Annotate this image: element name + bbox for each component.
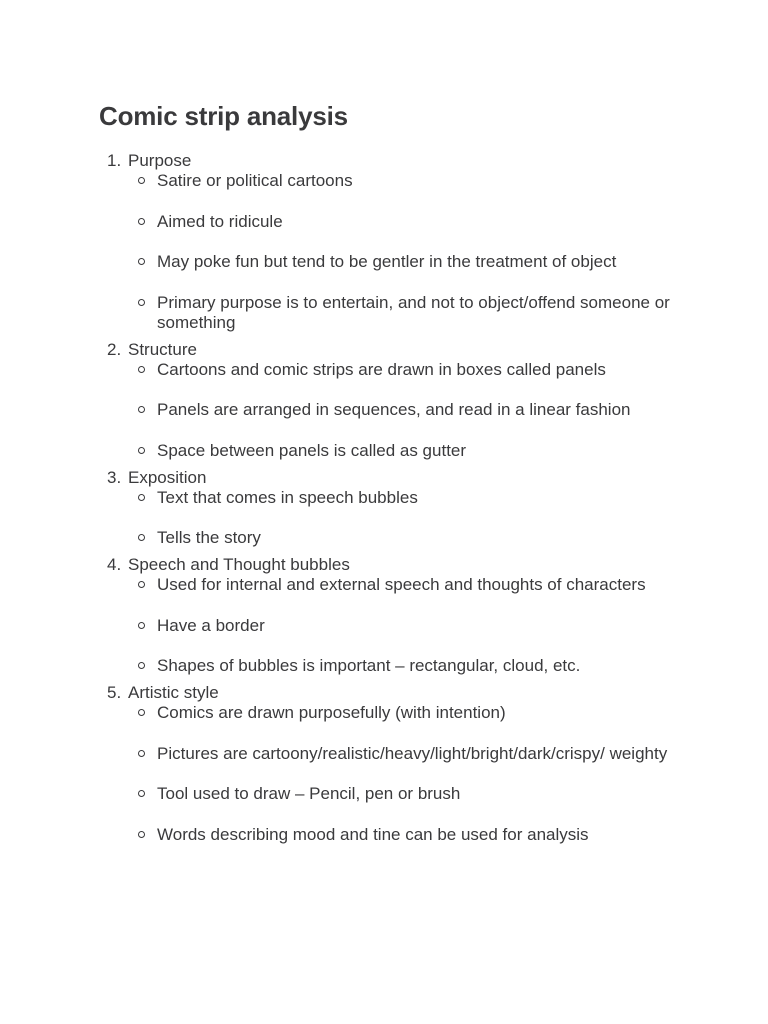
- list-item: Space between panels is called as gutter: [107, 441, 682, 461]
- page-title: Comic strip analysis: [99, 101, 348, 131]
- list-item: Text that comes in speech bubbles: [107, 488, 682, 508]
- hollow-bullet-icon: [138, 831, 145, 838]
- section-structure: [107, 340, 682, 461]
- hollow-bullet-icon: [138, 662, 145, 669]
- sub-list: [107, 171, 682, 333]
- list-item: Words describing mood and tine can be used for analysis: [107, 825, 682, 845]
- section-number: 2.: [107, 339, 122, 359]
- list-item: Panels are arranged in sequences, and read in a linear fashion: [107, 400, 682, 420]
- section-heading: Structure: [128, 339, 197, 359]
- list-item: May poke fun but tend to be gentler in the treatment of object: [107, 252, 682, 272]
- hollow-bullet-icon: [138, 494, 145, 501]
- hollow-bullet-icon: [138, 447, 145, 454]
- hollow-bullet-icon: [138, 534, 145, 541]
- section-heading: Artistic style: [128, 683, 219, 702]
- list-item: Pictures are cartoony/realistic/heavy/light/bright/dark/crispy/ weighty: [107, 744, 682, 764]
- outline-list: [107, 151, 682, 852]
- section-exposition: [107, 468, 682, 549]
- hollow-bullet-icon: [138, 177, 145, 184]
- hollow-bullet-icon: [138, 258, 145, 265]
- section-number: 1.: [107, 151, 122, 170]
- hollow-bullet-icon: [138, 581, 145, 588]
- list-item: Cartoons and comic strips are drawn in boxes called panels: [107, 360, 682, 380]
- hollow-bullet-icon: [138, 622, 145, 629]
- list-item: Comics are drawn purposefully (with intention): [107, 703, 682, 723]
- hollow-bullet-icon: [138, 218, 145, 225]
- section-speech-and-thought-bubbles: [107, 555, 682, 676]
- section-number: 4.: [107, 555, 122, 574]
- hollow-bullet-icon: [138, 750, 145, 757]
- list-item: Used for internal and external speech and thoughts of characters: [107, 575, 682, 595]
- section-number: 5.: [107, 683, 122, 702]
- list-item: Aimed to ridicule: [107, 212, 682, 232]
- sub-list: [107, 360, 682, 461]
- list-item: Tells the story: [107, 528, 682, 548]
- hollow-bullet-icon: [138, 299, 145, 306]
- list-item: Have a border: [107, 616, 682, 636]
- list-item: Shapes of bubbles is important – rectangular, cloud, etc.: [107, 656, 682, 676]
- list-item: Primary purpose is to entertain, and not to object/offend someone or something: [107, 293, 682, 333]
- section-heading: Purpose: [128, 151, 192, 170]
- hollow-bullet-icon: [138, 366, 145, 373]
- sub-list: [107, 488, 682, 549]
- section-purpose: [107, 151, 682, 333]
- list-item: Tool used to draw – Pencil, pen or brush: [107, 784, 682, 804]
- hollow-bullet-icon: [138, 406, 145, 413]
- section-artistic-style: [107, 683, 682, 845]
- section-heading: Speech and Thought bubbles: [128, 555, 350, 574]
- list-item: Satire or political cartoons: [107, 171, 682, 191]
- section-heading: Exposition: [128, 467, 207, 487]
- section-number: 3.: [107, 467, 122, 487]
- sub-list: [107, 575, 682, 676]
- hollow-bullet-icon: [138, 790, 145, 797]
- hollow-bullet-icon: [138, 709, 145, 716]
- sub-list: [107, 703, 682, 845]
